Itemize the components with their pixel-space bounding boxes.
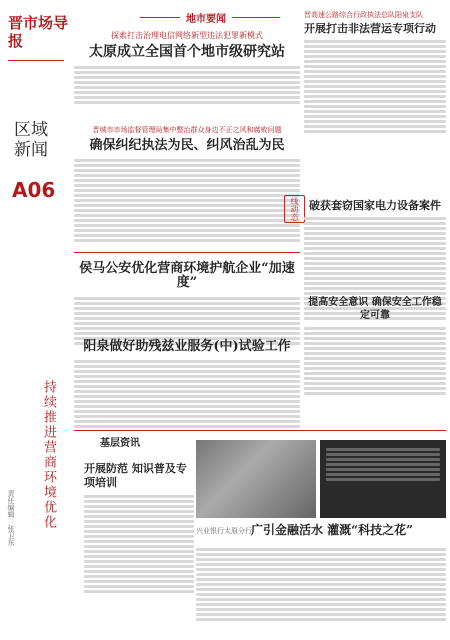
section-title: 区域新闻 <box>14 120 48 161</box>
left-masthead <box>0 0 70 640</box>
bottom-article-2-kicker: 兴业银行太原分行 <box>196 527 252 535</box>
article-3-title: 侯马公安优化营商环境护航企业“加速度” <box>79 261 295 291</box>
right-article-1-kicker: 晋高速公路综合行政执法总队阳泉支队 <box>304 11 423 19</box>
bottom-article-1-title: 开展防范 知识普及专项培训 <box>84 462 187 489</box>
article-4 <box>74 340 300 430</box>
center-section-title: 地市要闻 <box>180 10 232 25</box>
right-article-1-title: 开展打击非法营运专项行动 <box>304 22 436 35</box>
article-1 <box>74 30 300 106</box>
bottom-section-title: 基层资讯 <box>100 438 140 449</box>
right-section-tag: 线动态 <box>284 195 305 223</box>
right-article-3 <box>304 296 446 397</box>
center-section-header <box>120 10 300 24</box>
article-2 <box>74 125 300 244</box>
section-label <box>14 120 58 161</box>
right-article-2-title: 破获套窃国家电力设备案件 <box>309 199 441 212</box>
bottom-article-1 <box>84 462 194 595</box>
bottom-section-header <box>100 434 140 449</box>
vertical-footer: 责任编辑：张卫东 <box>7 490 15 546</box>
right-article-1 <box>304 10 446 135</box>
masthead-logo: 晋市场导报 <box>8 14 69 50</box>
article-2-kicker: 晋城市市场监督管理局集中整治群众身边不正之风和腐败问题 <box>92 126 282 134</box>
article-3 <box>74 262 300 347</box>
page-number: A06 <box>12 178 56 202</box>
right-article-3-title: 提高安全意识 确保安全工作稳定可靠 <box>308 297 442 321</box>
bottom-article-2-title: 广引金融活水 灌溉“科技之花” <box>251 523 413 537</box>
article-1-kicker: 探索打击治理电信网络新型违法犯罪新模式 <box>111 31 263 40</box>
article-1-title: 太原成立全国首个地市级研究站 <box>89 44 285 60</box>
bottom-photo <box>196 440 316 518</box>
article-2-title: 确保纠纪执法为民、纠风治乱为民 <box>89 138 285 153</box>
ad-box <box>320 440 446 518</box>
article-4-title: 阳泉做好助残兹业服务(中)试验工作 <box>83 339 291 354</box>
masthead-slogan: 持续推进营商环境优化 <box>41 380 56 530</box>
